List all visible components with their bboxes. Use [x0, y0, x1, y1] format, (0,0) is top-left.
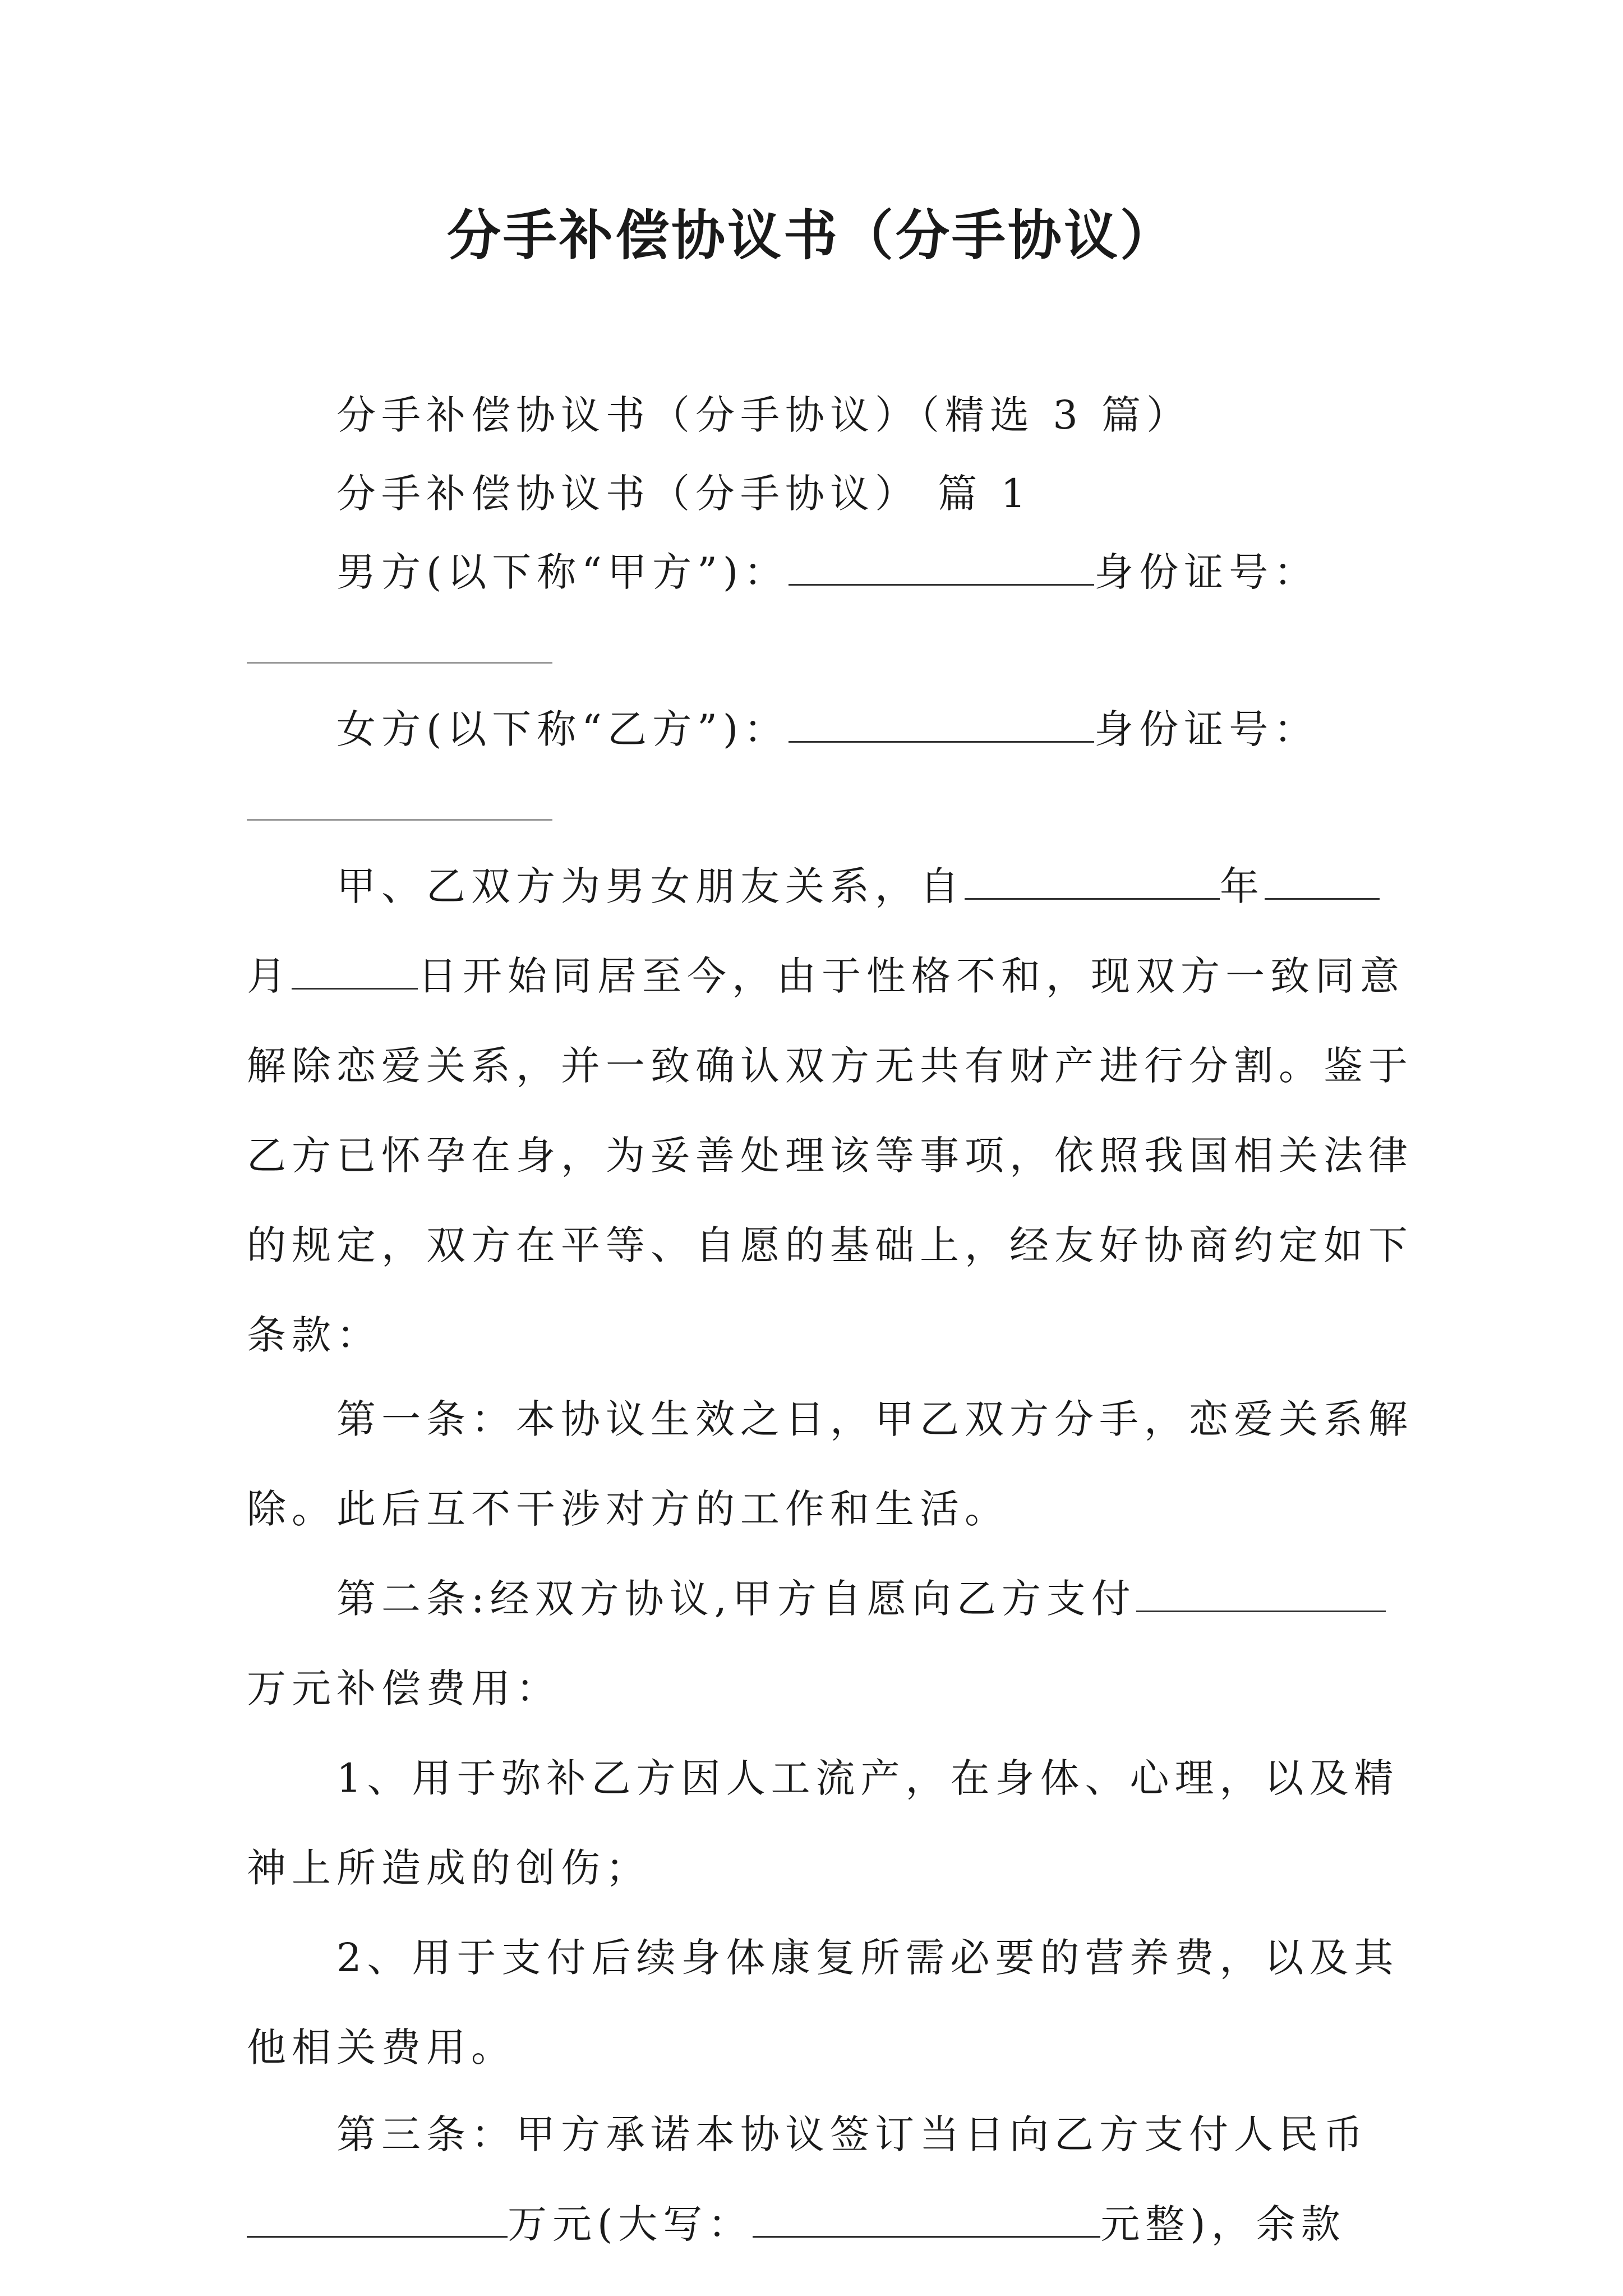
party-b-line	[336, 701, 1391, 757]
paragraph-line: 条款：	[247, 1312, 381, 1358]
article-3-text: 万元(大写：	[508, 2201, 753, 2247]
paragraph-line: 解除恋爱关系，并一致确认双方无共有财产进行分割。鉴于	[247, 1043, 1413, 1089]
start-day-blank[interactable]	[292, 949, 418, 990]
party-b-label: 女方(以下称“乙方”)：	[336, 706, 789, 752]
article-2-text: 第二条:经双方协议,甲方自愿向乙方支付	[336, 1576, 1136, 1622]
start-month-blank[interactable]	[1265, 859, 1380, 900]
article-2-line	[336, 1571, 1391, 1627]
para1-text: 日开始同居至今，由于性格不和，现双方一致同意	[418, 953, 1405, 999]
year-label: 年	[1220, 863, 1265, 909]
article-2-line: 万元补偿费用：	[247, 1665, 561, 1711]
item-1-line: 1、用于弥补乙方因人工流产，在身体、心理，以及精	[336, 1755, 1399, 1801]
article-3-text: 元整)，余款	[1100, 2201, 1346, 2247]
party-a-label: 男方(以下称“甲方”)：	[336, 549, 789, 595]
para1-text: 甲、乙双方为男女朋友关系，自	[336, 863, 965, 909]
document-title: 分手补偿协议书（分手协议）	[447, 204, 1176, 267]
document-subtitle: 分手补偿协议书（分手协议）（精选 3 篇）	[336, 392, 1192, 438]
party-b-id-label: 身份证号：	[1094, 706, 1319, 752]
item-2-line: 2、用于支付后续身体康复所需必要的营养费，以及其	[336, 1935, 1399, 1981]
item-2-line: 他相关费用。	[247, 2024, 516, 2070]
month-label: 月	[247, 953, 292, 999]
section-heading: 分手补偿协议书（分手协议） 篇 1	[336, 471, 1032, 517]
paragraph-line: 乙方已怀孕在身，为妥善处理该等事项，依照我国相关法律	[247, 1133, 1413, 1179]
article-3-line	[247, 2196, 1391, 2252]
article-1-line: 除。此后互不干涉对方的工作和生活。	[247, 1486, 1009, 1532]
compensation-amount-blank[interactable]	[1136, 1571, 1386, 1612]
payment-amount-words-blank[interactable]	[753, 2197, 1100, 2238]
party-a-name-blank[interactable]	[789, 545, 1094, 586]
party-a-id-blank[interactable]	[247, 662, 552, 664]
party-b-id-blank[interactable]	[247, 819, 552, 821]
paragraph-line: 的规定，双方在平等、自愿的基础上，经友好协商约定如下	[247, 1222, 1413, 1268]
item-1-line: 神上所造成的创伤；	[247, 1845, 651, 1891]
party-b-name-blank[interactable]	[789, 702, 1094, 743]
paragraph-line	[336, 858, 1391, 914]
start-year-blank[interactable]	[965, 859, 1220, 900]
party-a-line	[336, 544, 1391, 600]
party-a-id-label: 身份证号：	[1094, 549, 1319, 595]
paragraph-line	[247, 948, 1405, 1004]
article-1-line: 第一条：本协议生效之日，甲乙双方分手，恋爱关系解	[336, 1396, 1413, 1442]
payment-amount-blank[interactable]	[247, 2197, 508, 2238]
article-3-line: 第三条：甲方承诺本协议签订当日向乙方支付人民币	[336, 2111, 1368, 2157]
